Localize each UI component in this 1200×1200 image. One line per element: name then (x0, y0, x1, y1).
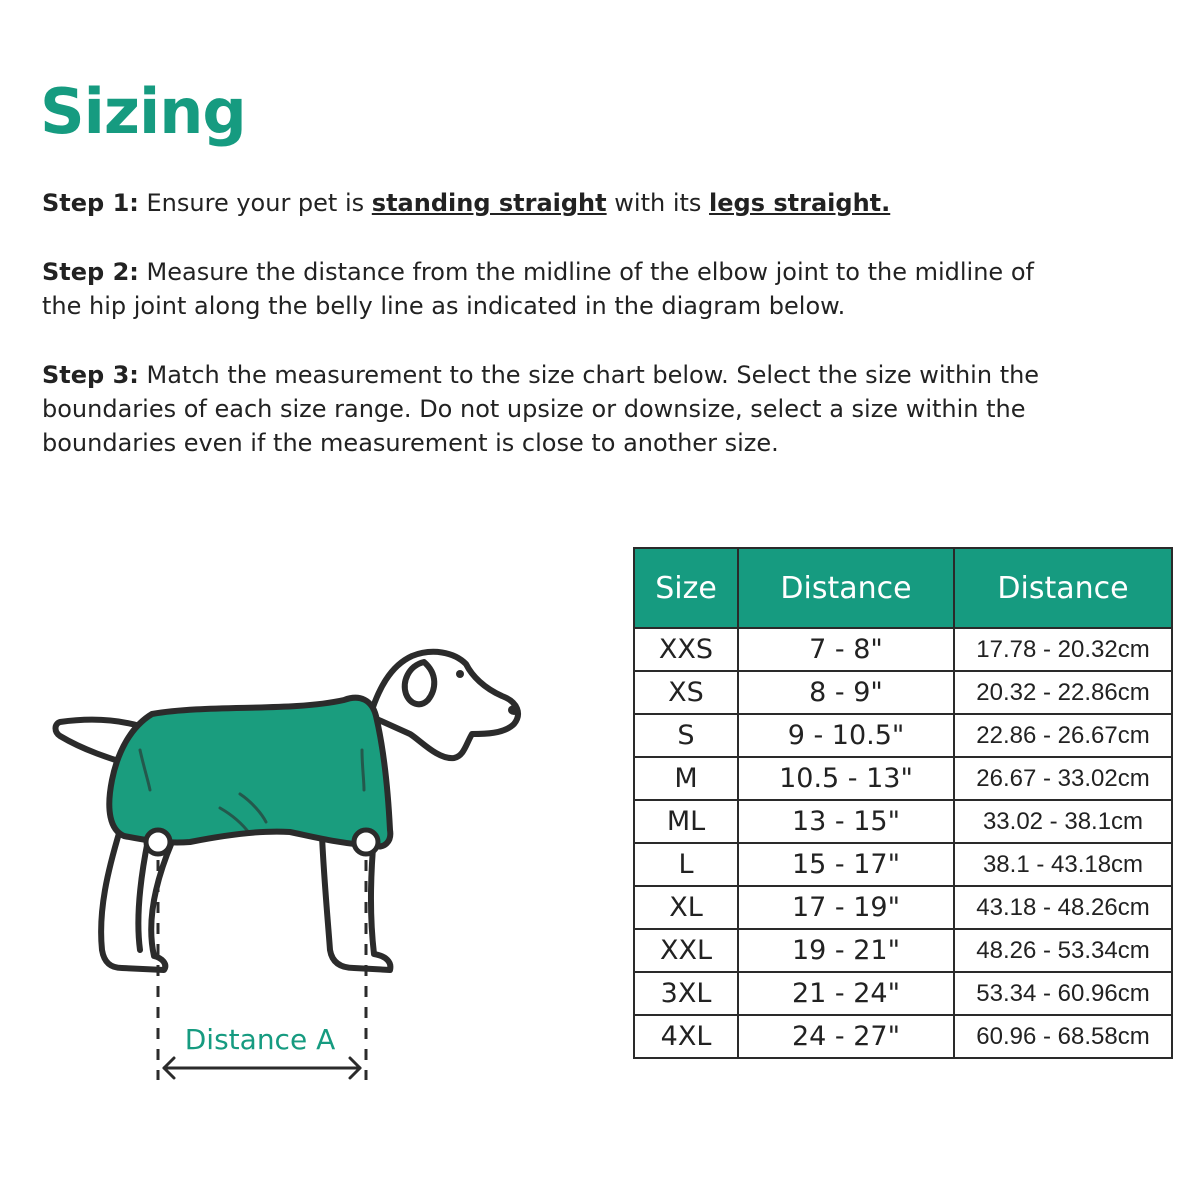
table-row (634, 671, 1172, 714)
step-3 (42, 358, 1052, 460)
inches-cell: 24 - 27" (738, 1015, 954, 1058)
header-size: Size (634, 548, 738, 628)
step-2 (42, 255, 1052, 323)
table-row (634, 757, 1172, 800)
inches-cell: 8 - 9" (738, 671, 954, 714)
step-1-text-b: with its (614, 189, 702, 217)
table-row (634, 800, 1172, 843)
inches-cell: 9 - 10.5" (738, 714, 954, 757)
step-2-label: Step 2: (42, 258, 139, 286)
cm-cell: 17.78 - 20.32cm (954, 628, 1172, 671)
step-3-text: Match the measurement to the size chart below. Select the size within the boundaries of each size range. Do not upsize or downsize, select a size within the boundaries even if the measurement is close to another size. (42, 361, 1040, 457)
dog-suit (109, 698, 390, 847)
size-cell: M (634, 757, 738, 800)
table-row (634, 886, 1172, 929)
step-1-emphasis-standing: standing straight (371, 189, 607, 217)
table-row (634, 972, 1172, 1015)
size-cell: XS (634, 671, 738, 714)
table-row (634, 929, 1172, 972)
page-title: Sizing (40, 75, 246, 148)
distance-a-label: Distance A (184, 1023, 336, 1056)
cm-cell: 22.86 - 26.67cm (954, 714, 1172, 757)
inches-cell: 21 - 24" (738, 972, 954, 1015)
hip-joint-marker (146, 830, 170, 854)
dog-ear-outline (405, 662, 434, 704)
table-row (634, 843, 1172, 886)
size-cell: XXL (634, 929, 738, 972)
size-cell: XL (634, 886, 738, 929)
size-cell: S (634, 714, 738, 757)
size-cell: L (634, 843, 738, 886)
elbow-joint-marker (354, 830, 378, 854)
dog-measurement-diagram (40, 630, 580, 1090)
step-2-text: Measure the distance from the midline of the elbow joint to the midline of the hip joint along the belly line as indicated in the diagram below. (42, 258, 1034, 320)
cm-cell: 43.18 - 48.26cm (954, 886, 1172, 929)
cm-cell: 20.32 - 22.86cm (954, 671, 1172, 714)
size-cell: 3XL (634, 972, 738, 1015)
table-row (634, 628, 1172, 671)
step-1 (42, 186, 1052, 220)
inches-cell: 19 - 21" (738, 929, 954, 972)
inches-cell: 10.5 - 13" (738, 757, 954, 800)
cm-cell: 53.34 - 60.96cm (954, 972, 1172, 1015)
header-distance-inches: Distance (738, 548, 954, 628)
step-1-text-a: Ensure your pet is (146, 189, 365, 217)
dog-nose (508, 705, 520, 715)
dog-front-leg-outline (322, 836, 390, 970)
size-chart (633, 547, 1173, 1059)
step-3-label: Step 3: (42, 361, 139, 389)
table-row (634, 1015, 1172, 1058)
size-cell: ML (634, 800, 738, 843)
header-distance-cm: Distance (954, 548, 1172, 628)
inches-cell: 13 - 15" (738, 800, 954, 843)
cm-cell: 38.1 - 43.18cm (954, 843, 1172, 886)
size-cell: 4XL (634, 1015, 738, 1058)
cm-cell: 60.96 - 68.58cm (954, 1015, 1172, 1058)
cm-cell: 33.02 - 38.1cm (954, 800, 1172, 843)
inches-cell: 15 - 17" (738, 843, 954, 886)
inches-cell: 7 - 8" (738, 628, 954, 671)
size-cell: XXS (634, 628, 738, 671)
step-1-label: Step 1: (42, 189, 139, 217)
cm-cell: 26.67 - 33.02cm (954, 757, 1172, 800)
dog-eye (456, 670, 464, 678)
cm-cell: 48.26 - 53.34cm (954, 929, 1172, 972)
inches-cell: 17 - 19" (738, 886, 954, 929)
table-row (634, 714, 1172, 757)
step-1-emphasis-legs: legs straight. (709, 189, 891, 217)
dog-head-outline (370, 652, 518, 758)
size-chart-header (634, 548, 1172, 628)
